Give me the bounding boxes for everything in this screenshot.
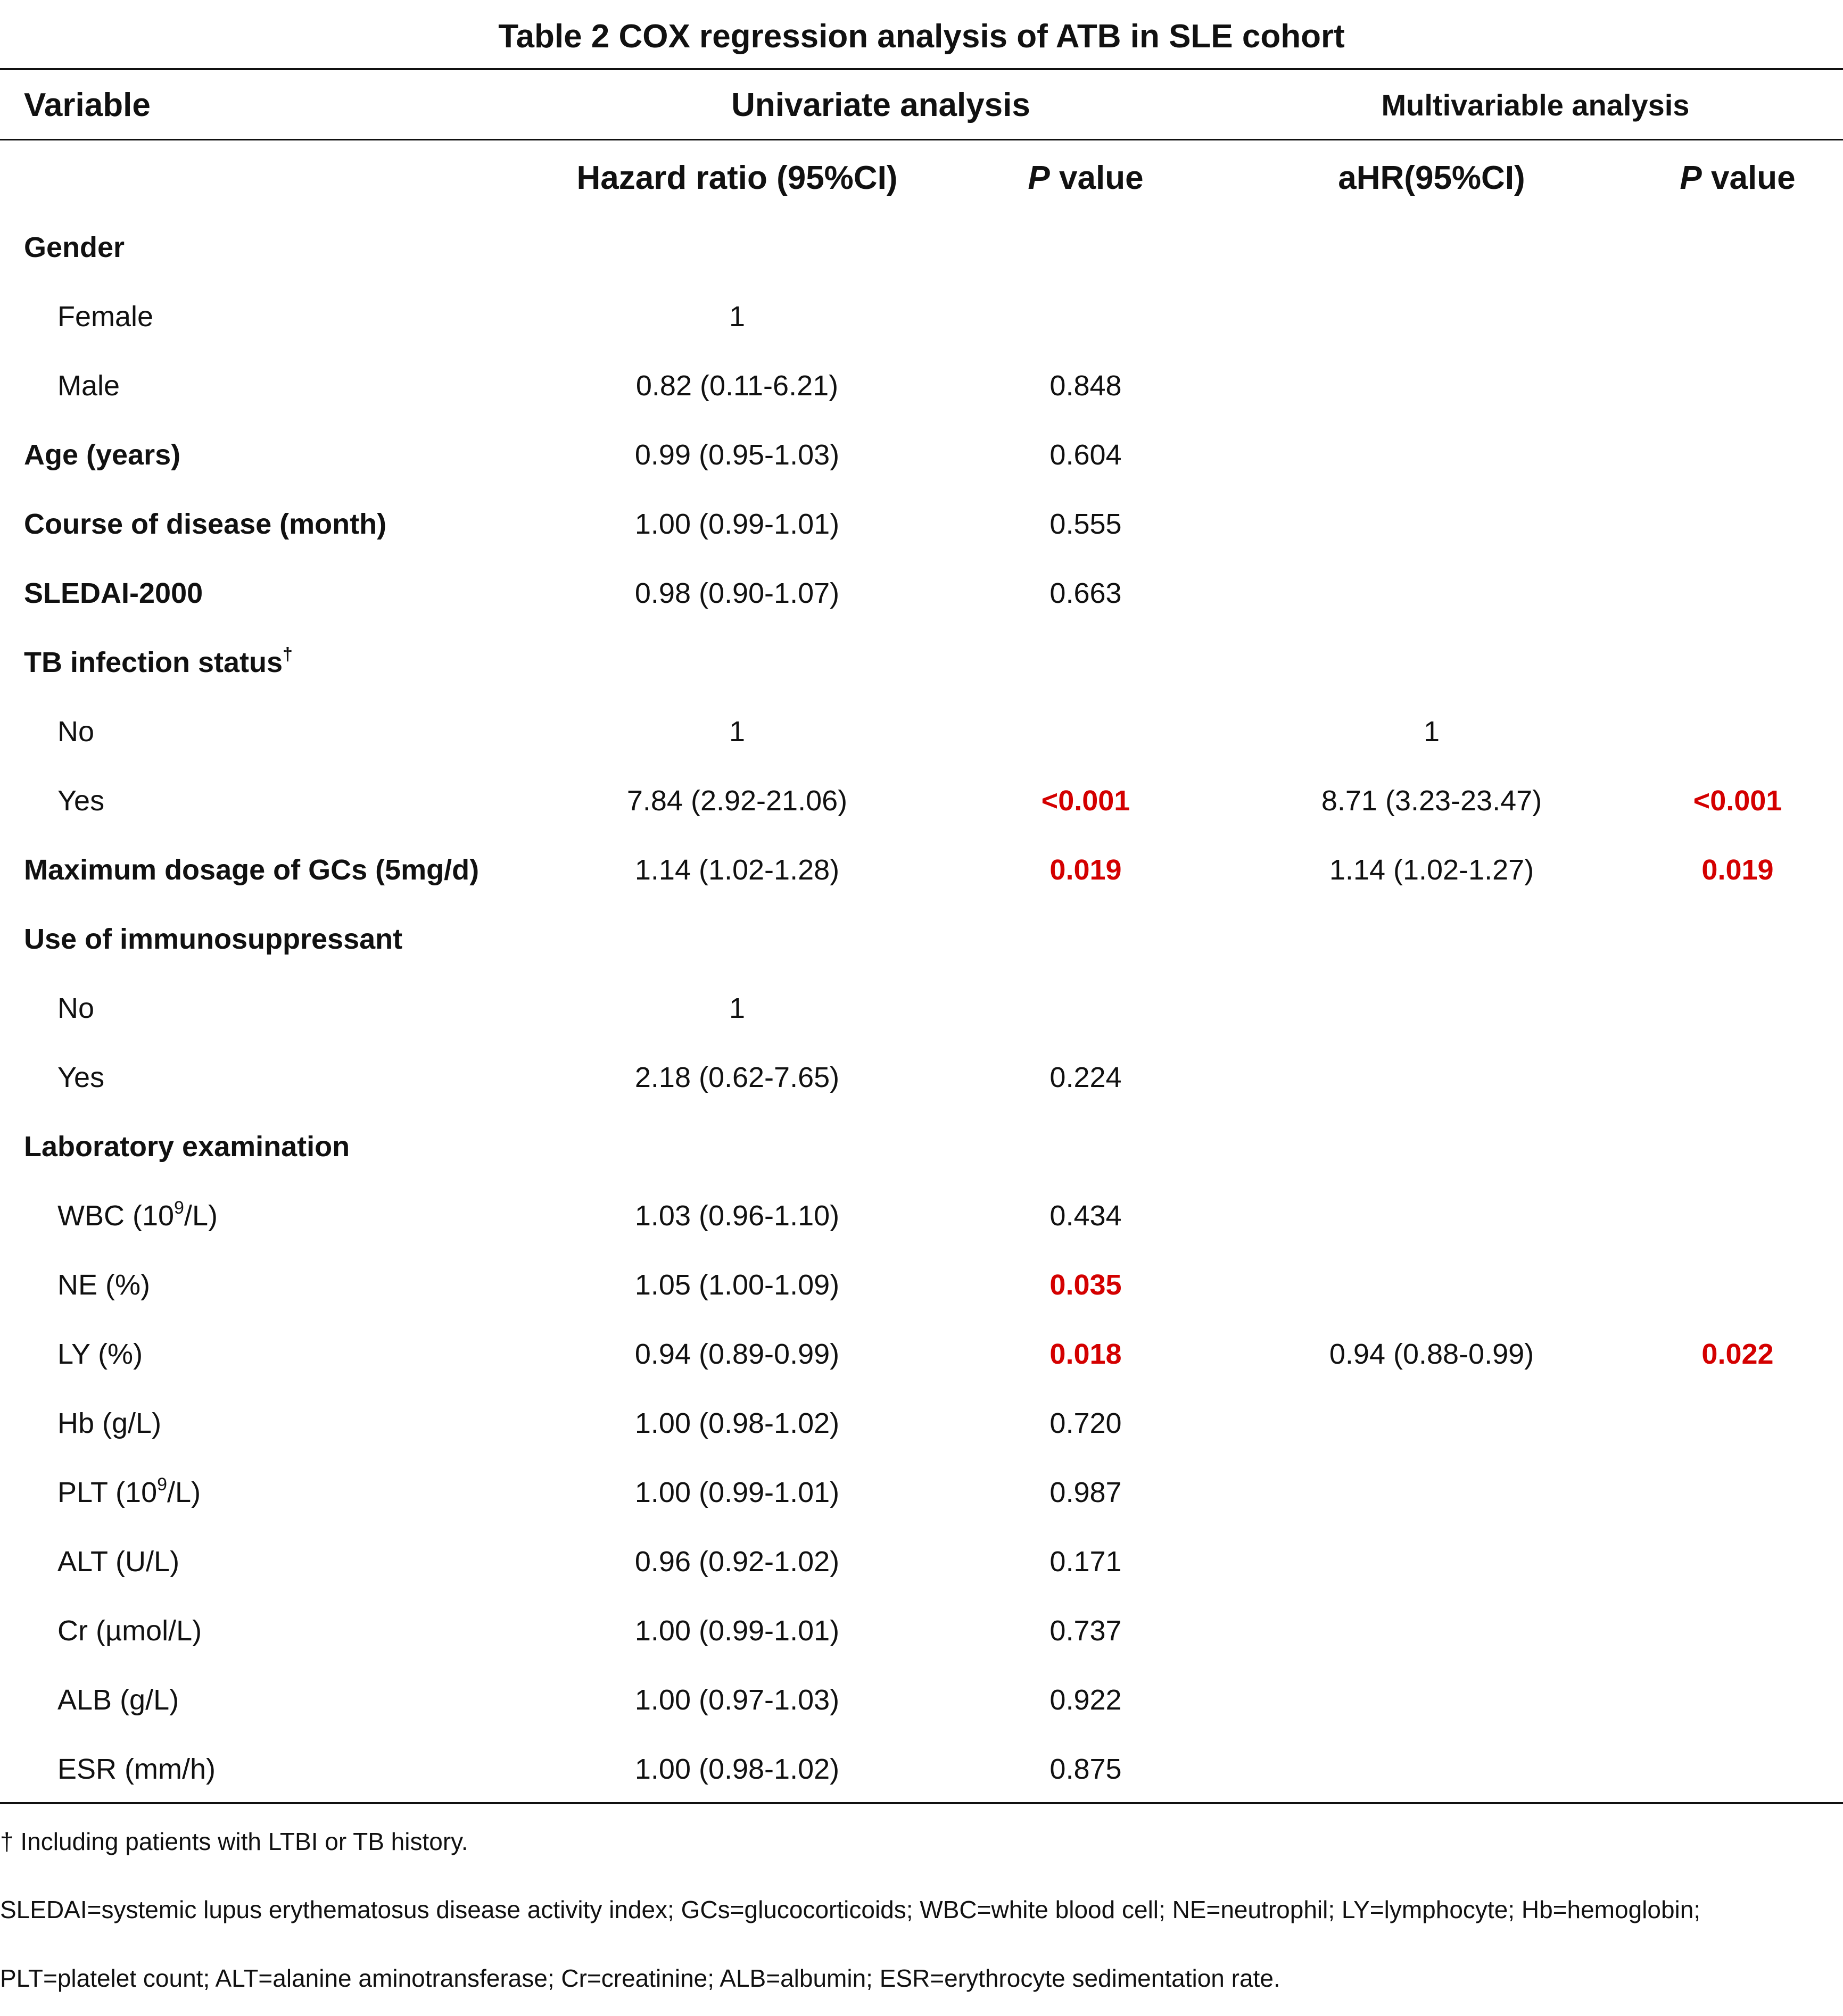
row-label [24, 213, 125, 282]
univariate-hazard-ratio: 1.14 (1.02-1.28) [634, 854, 840, 886]
univariate-p-value: 0.555 [1049, 508, 1122, 540]
row-label [24, 1112, 350, 1181]
row-label-text: ALB (g/L) [57, 1684, 179, 1716]
univariate-p-value [937, 1112, 1235, 1181]
table-row [0, 559, 1843, 628]
row-label [24, 905, 402, 974]
row-label-text: ESR (mm/h) [57, 1753, 216, 1785]
multivariable-p-value [1597, 697, 1843, 766]
univariate-hazard-ratio: 0.96 (0.92-1.02) [634, 1546, 840, 1578]
row-label [57, 1389, 161, 1458]
univariate-hazard-ratio: 1.00 (0.98-1.02) [634, 1753, 840, 1785]
table-row [0, 1112, 1843, 1181]
multivariable-ahr [1245, 351, 1618, 420]
row-label-text: TB infection status [24, 646, 283, 678]
multivariable-ahr [1245, 420, 1618, 490]
row-label [57, 1527, 179, 1596]
footnote-abbreviations-2: PLT=platelet count; ALT=alanine aminotransferase; Cr=creatinine; ALB=albumin; ESR=erythrocyte sedimentation rate. [0, 1964, 1280, 1992]
hazard-ratio-header: Hazard ratio (95%CI) [576, 160, 898, 196]
univariate-hazard-ratio [551, 1112, 923, 1181]
row-label-text: PLT (10 [57, 1476, 158, 1508]
row-label-text: Use of immunosuppressant [24, 923, 403, 955]
univariate-p-value: 0.848 [1049, 370, 1122, 402]
row-label [24, 628, 293, 697]
multivariable-p-value [1597, 1527, 1843, 1596]
row-label [57, 1181, 218, 1250]
multivariable-p-value [1597, 559, 1843, 628]
univariate-p-value [937, 974, 1235, 1043]
row-label-text: Yes [57, 785, 105, 817]
row-label-text: Hb (g/L) [57, 1407, 162, 1439]
table-title: Table 2 COX regression analysis of ATB in SLE cohort [498, 18, 1345, 55]
p-rest: value [1049, 160, 1144, 196]
multivariable-ahr [1245, 1250, 1618, 1320]
univariate-p-value [937, 213, 1235, 282]
multivariable-p-value [1597, 1458, 1843, 1527]
multivariable-ahr: 1.14 (1.02-1.27) [1329, 854, 1534, 886]
univariate-p-value: <0.001 [1041, 785, 1130, 817]
multivariable-p-value [1597, 1250, 1843, 1320]
multivariable-p-value [1597, 1665, 1843, 1735]
footnote-dagger: † Including patients with LTBI or TB history. [0, 1828, 468, 1855]
row-label-suffix: /L) [184, 1200, 218, 1232]
row-label [24, 420, 180, 490]
row-label [57, 1320, 143, 1389]
univariate-hazard-ratio: 1.00 (0.99-1.01) [634, 508, 840, 540]
multivariable-ahr [1245, 1112, 1618, 1181]
multivariable-ahr: 0.94 (0.88-0.99) [1329, 1338, 1534, 1370]
multivariable-p-value [1597, 1112, 1843, 1181]
univariate-hazard-ratio: 1.00 (0.99-1.01) [634, 1476, 840, 1508]
univariate-p-value: 0.875 [1049, 1753, 1122, 1785]
multivariable-p-value [1597, 351, 1843, 420]
univariate-hazard-ratio: 1.00 (0.98-1.02) [634, 1407, 840, 1439]
univariate-hazard-ratio: 0.94 (0.89-0.99) [634, 1338, 840, 1370]
univariate-hazard-ratio [551, 905, 923, 974]
multivariable-p-value [1597, 628, 1843, 697]
row-label-text: LY (%) [57, 1338, 143, 1370]
row-label-text: WBC (10 [57, 1200, 175, 1232]
row-label-text: SLEDAI-2000 [24, 577, 203, 609]
footnote-abbreviations-1: SLEDAI=systemic lupus erythematosus disease activity index; GCs=glucocorticoids; WBC=white blood cell; NE=neutrophil; LY=lymphocyte; Hb=hemoglobin; [0, 1896, 1701, 1923]
row-label [57, 697, 94, 766]
univariate-hazard-ratio: 1.03 (0.96-1.10) [634, 1200, 840, 1232]
multivariable-p-value [1597, 1735, 1843, 1804]
row-label-superscript: 9 [157, 1474, 168, 1495]
row-label [57, 1665, 179, 1735]
univariate-p-value: 0.019 [1049, 854, 1122, 886]
multivariable-ahr [1245, 1043, 1618, 1112]
multivariable-ahr [1245, 1181, 1618, 1250]
multivariable-ahr [1245, 282, 1618, 351]
row-label [57, 1735, 216, 1804]
univariate-hazard-ratio: 2.18 (0.62-7.65) [634, 1061, 840, 1093]
univariate-p-value: 0.663 [1049, 577, 1122, 609]
univariate-hazard-ratio: 1 [729, 992, 746, 1024]
multivariable-ahr [1245, 213, 1618, 282]
univariate-hazard-ratio: 1.00 (0.99-1.01) [634, 1615, 840, 1647]
table-row [0, 213, 1843, 282]
row-label [24, 490, 386, 559]
univariate-hazard-ratio: 1 [729, 301, 746, 333]
multivariable-ahr [1245, 1458, 1618, 1527]
table-row [0, 1250, 1843, 1320]
multivariable-p-value [1597, 1389, 1843, 1458]
row-label-text: Male [57, 370, 120, 402]
p-rest: value [1701, 160, 1796, 196]
multivariable-ahr [1245, 1527, 1618, 1596]
multivariable-p-value [1597, 974, 1843, 1043]
multivariable-p-value [1597, 282, 1843, 351]
row-label-text: Course of disease (month) [24, 508, 387, 540]
row-label-suffix: /L) [167, 1476, 201, 1508]
ahr-header: aHR(95%CI) [1338, 160, 1525, 196]
univariate-hazard-ratio [551, 213, 923, 282]
table-row [0, 1596, 1843, 1665]
multivariable-ahr [1245, 628, 1618, 697]
multivariable-ahr [1245, 1735, 1618, 1804]
row-label-text: Cr (µmol/L) [57, 1615, 202, 1647]
row-label-text: Age (years) [24, 439, 181, 471]
univariate-p-value [937, 697, 1235, 766]
row-label-text: No [57, 716, 95, 748]
multivariable-ahr [1245, 1596, 1618, 1665]
univariate-hazard-ratio: 1 [729, 716, 746, 748]
univariate-p-value: 0.434 [1049, 1200, 1122, 1232]
table-row [0, 1527, 1843, 1596]
multivariable-ahr [1245, 974, 1618, 1043]
univariate-p-value: 0.922 [1049, 1684, 1122, 1716]
p-italic: P [1028, 160, 1050, 196]
table-body [0, 213, 1843, 1804]
multivariable-ahr [1245, 1389, 1618, 1458]
multivariable-p-value [1597, 1181, 1843, 1250]
row-label-superscript: † [283, 644, 293, 665]
row-label-superscript: 9 [174, 1198, 184, 1218]
univariate-p-value: 0.720 [1049, 1407, 1122, 1439]
table-row [0, 1458, 1843, 1527]
multivariable-header: Multivariable analysis [1381, 88, 1690, 122]
table-row [0, 835, 1843, 905]
row-label-text: Gender [24, 231, 125, 263]
table-row [0, 697, 1843, 766]
univariate-hazard-ratio: 0.82 (0.11-6.21) [635, 370, 839, 402]
univariate-hazard-ratio: 7.84 (2.92-21.06) [626, 785, 848, 817]
multivariable-p-value [1597, 490, 1843, 559]
table-row [0, 766, 1843, 835]
univariate-hazard-ratio: 0.98 (0.90-1.07) [634, 577, 840, 609]
table-row [0, 628, 1843, 697]
row-label [57, 351, 120, 420]
multivariable-p-value [1597, 1596, 1843, 1665]
table-row [0, 1043, 1843, 1112]
multivariable-ahr: 8.71 (3.23-23.47) [1321, 785, 1542, 817]
univariate-hazard-ratio: 1.00 (0.97-1.03) [634, 1684, 840, 1716]
row-label-text: ALT (U/L) [57, 1546, 180, 1578]
multivariable-p-value [1597, 420, 1843, 490]
row-label-text: Laboratory examination [24, 1131, 350, 1163]
table-row [0, 1735, 1843, 1804]
row-label-text: NE (%) [57, 1269, 150, 1301]
univariate-header: Univariate analysis [731, 87, 1030, 123]
univariate-p-value [937, 628, 1235, 697]
row-label [24, 559, 203, 628]
univariate-p-value [937, 905, 1235, 974]
univariate-p-value: 0.987 [1049, 1476, 1122, 1508]
multivariable-p-value: 0.019 [1701, 854, 1774, 886]
multivariable-p-value [1597, 213, 1843, 282]
table-row [0, 1320, 1843, 1389]
table-row [0, 351, 1843, 420]
table-row [0, 1181, 1843, 1250]
univariate-p-value [937, 282, 1235, 351]
multivariable-p-value: 0.022 [1701, 1338, 1774, 1370]
table-row [0, 420, 1843, 490]
p-italic: P [1680, 160, 1702, 196]
row-label [24, 835, 479, 905]
multivariable-ahr [1245, 490, 1618, 559]
univariate-hazard-ratio [551, 628, 923, 697]
table-row [0, 282, 1843, 351]
univariate-p-value: 0.018 [1049, 1338, 1122, 1370]
row-label [57, 1043, 104, 1112]
univariate-hazard-ratio: 1.05 (1.00-1.09) [634, 1269, 840, 1301]
univariate-p-value: 0.035 [1049, 1269, 1122, 1301]
multivariable-p-value [1597, 1043, 1843, 1112]
univariate-p-value: 0.171 [1049, 1546, 1122, 1578]
row-label-text: Yes [57, 1061, 105, 1093]
variable-header: Variable [24, 87, 151, 123]
table-row [0, 1389, 1843, 1458]
table-row [0, 1665, 1843, 1735]
uni-p-value-header [937, 144, 1235, 213]
row-label-text: Maximum dosage of GCs (5mg/d) [24, 854, 480, 886]
univariate-p-value: 0.224 [1049, 1061, 1122, 1093]
row-label [57, 282, 153, 351]
multivariable-ahr: 1 [1423, 716, 1440, 748]
multivariable-ahr [1245, 905, 1618, 974]
table-row [0, 490, 1843, 559]
univariate-hazard-ratio: 0.99 (0.95-1.03) [634, 439, 840, 471]
row-label [57, 1596, 202, 1665]
row-label [57, 1250, 150, 1320]
row-label [57, 1458, 201, 1527]
header-rule [0, 139, 1843, 140]
row-label [57, 766, 104, 835]
multivariable-p-value: <0.001 [1693, 785, 1782, 817]
top-rule [0, 68, 1843, 70]
row-label-text: Female [57, 301, 154, 333]
univariate-p-value: 0.604 [1049, 439, 1122, 471]
multivariable-ahr [1245, 1665, 1618, 1735]
row-label-text: No [57, 992, 95, 1024]
table-row [0, 974, 1843, 1043]
row-label [57, 974, 94, 1043]
univariate-p-value: 0.737 [1049, 1615, 1122, 1647]
multi-p-value-header [1597, 144, 1843, 213]
table-row [0, 905, 1843, 974]
multivariable-ahr [1245, 559, 1618, 628]
bottom-rule [0, 1802, 1843, 1804]
multivariable-p-value [1597, 905, 1843, 974]
